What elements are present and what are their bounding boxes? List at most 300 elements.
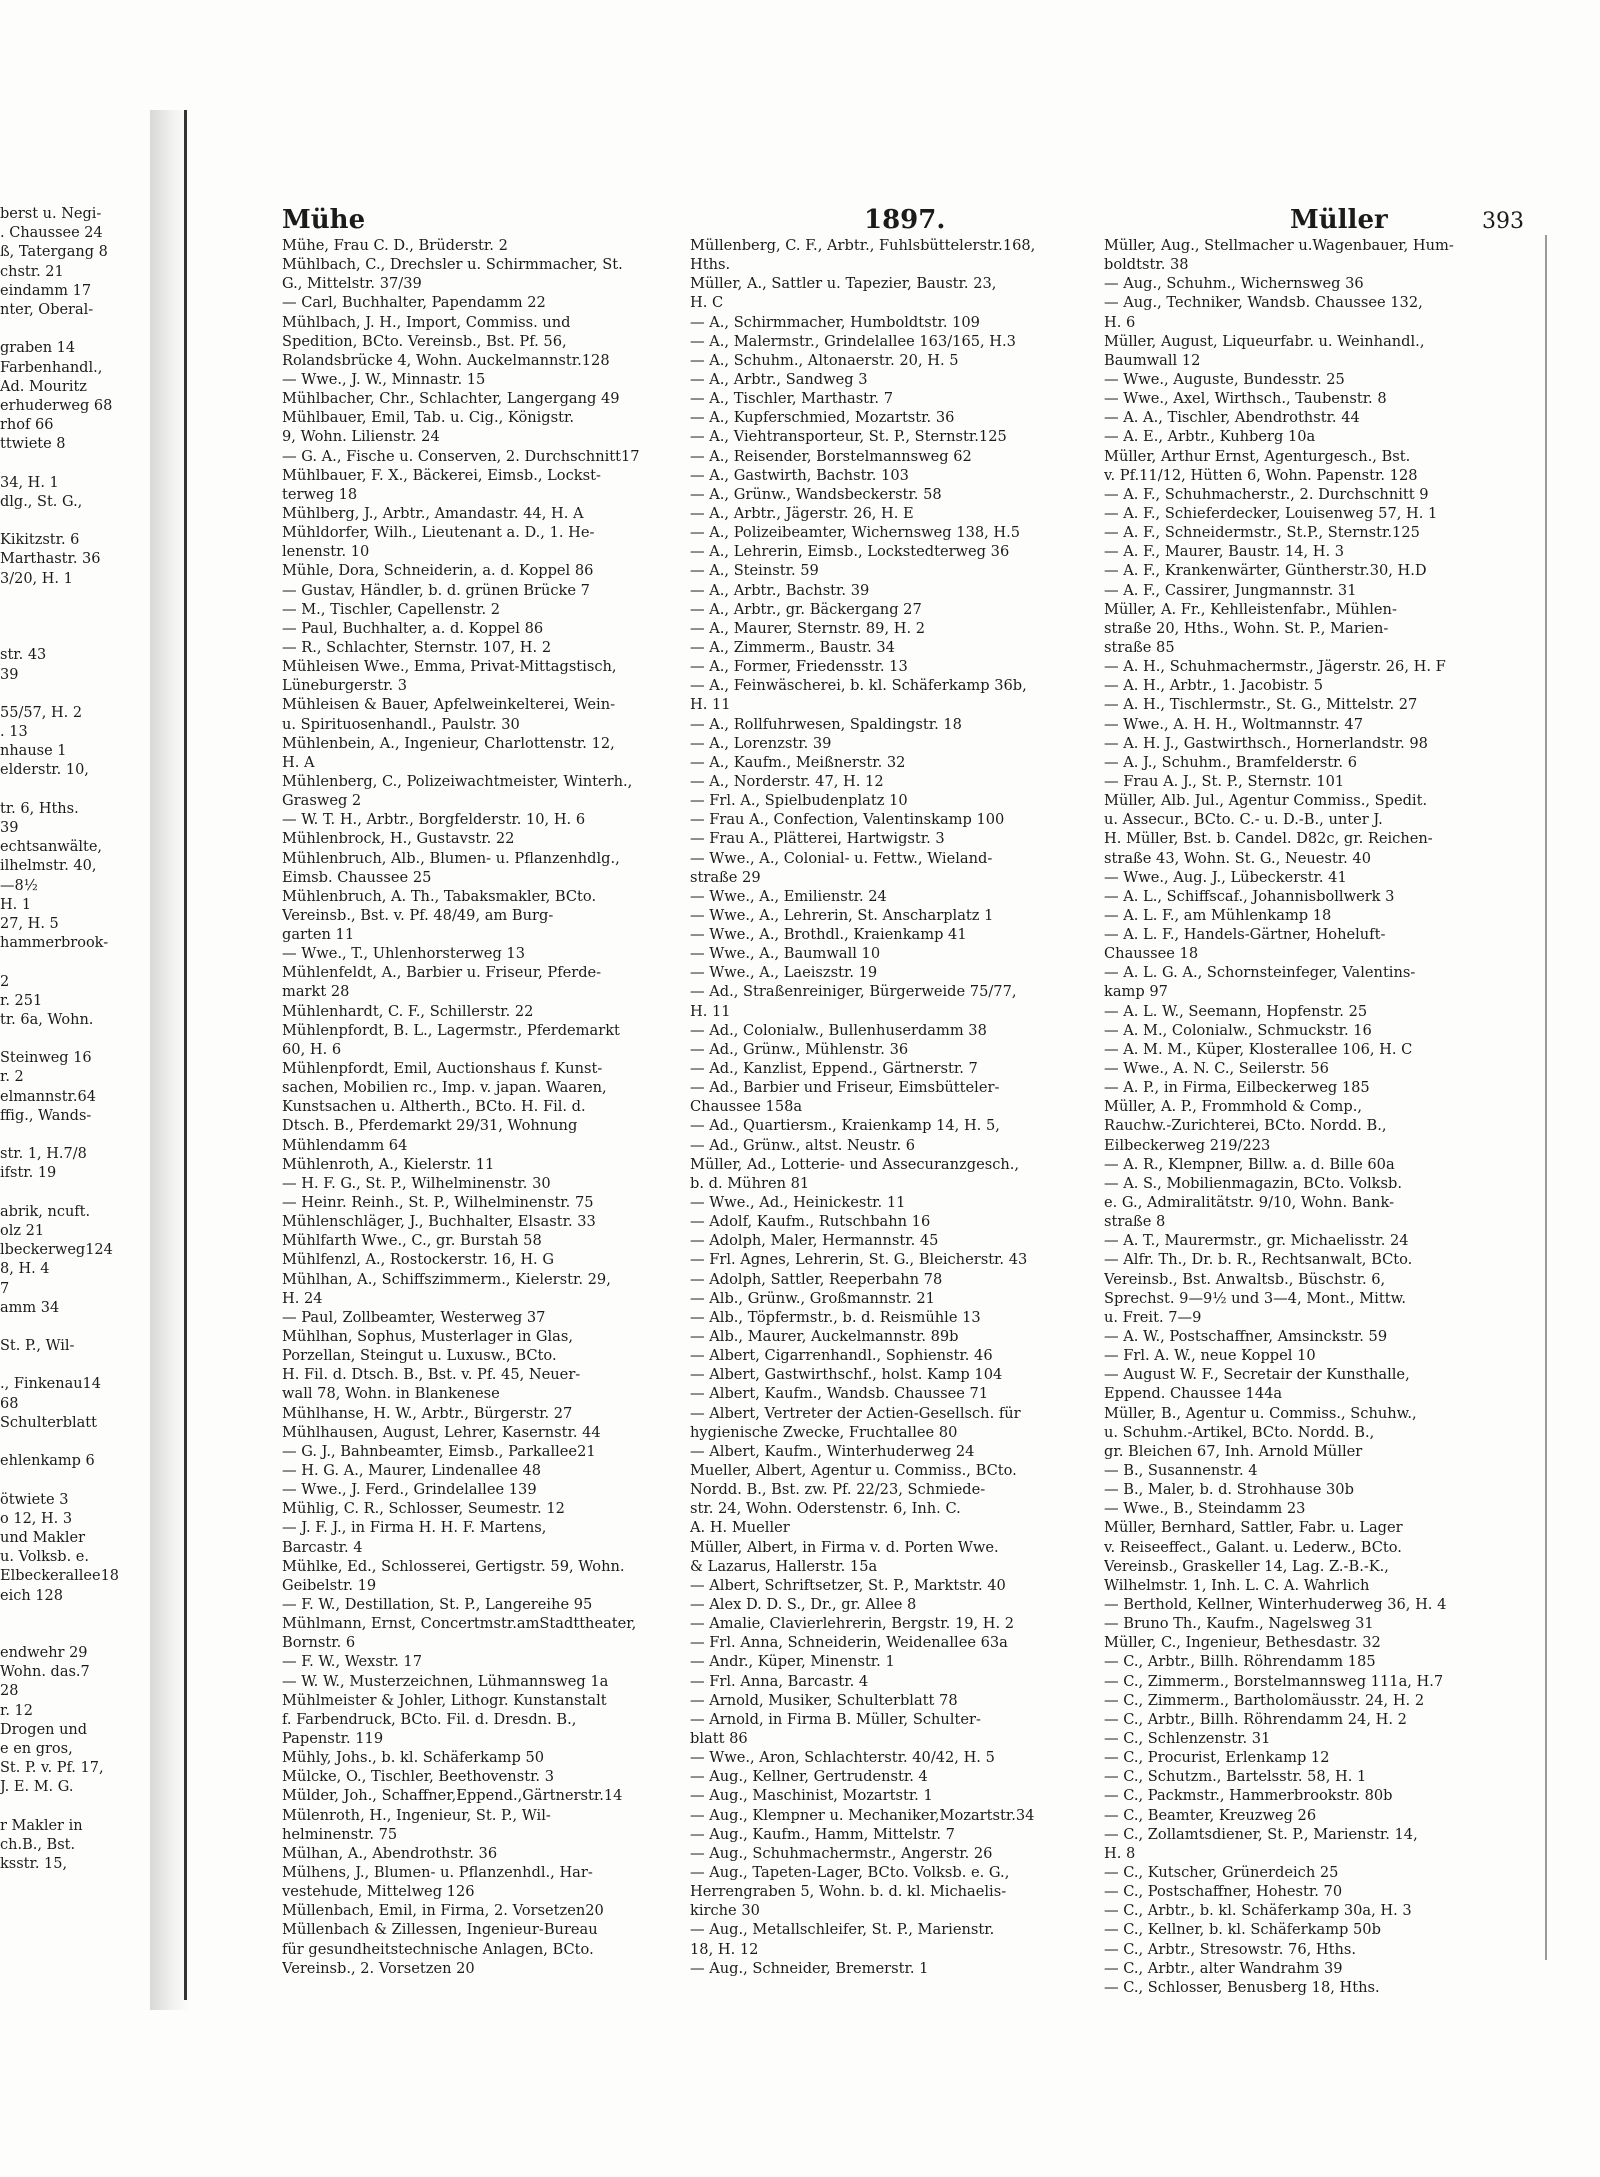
previous-page-line: ß, Tatergang 8	[0, 244, 108, 261]
directory-entry-line: Mühlfarth Wwe., C., gr. Burstah 58	[282, 1232, 542, 1250]
directory-entry-line: Kunstsachen u. Altherth., BCto. H. Fil. d.	[282, 1098, 586, 1116]
directory-entry-line: — Alb., Grünw., Großmannstr. 21	[690, 1289, 935, 1307]
directory-entry-line: Porzellan, Steingut u. Luxusw., BCto.	[282, 1347, 557, 1365]
directory-entry-line: — Wwe., Axel, Wirthsch., Taubenstr. 8	[1104, 390, 1387, 408]
directory-entry-line: Mühlbach, C., Drechsler u. Schirmmacher, St.	[282, 256, 623, 274]
directory-entry-line: Mühlhausen, August, Lehrer, Kasernstr. 44	[282, 1423, 601, 1441]
directory-entry-line: — C., Kellner, b. kl. Schäferkamp 50b	[1104, 1921, 1381, 1939]
directory-column-2	[690, 236, 1094, 1978]
directory-entry-line: Mühlbauer, Emil, Tab. u. Cig., Königstr.	[282, 409, 575, 427]
directory-entry-line: — B., Susannenstr. 4	[1104, 1462, 1258, 1479]
directory-entry-line: — A. M., Colonialw., Schmuckstr. 16	[1104, 1021, 1372, 1039]
page-edge-line	[1545, 235, 1547, 1960]
previous-page-line: ilhelmstr. 40,	[0, 858, 97, 875]
directory-entry-line: Eilbeckerweg 219/223	[1104, 1136, 1271, 1154]
previous-page-line	[0, 1126, 150, 1145]
directory-entry-line: — Aug., Kaufm., Hamm, Mittelstr. 7	[690, 1825, 955, 1843]
previous-page-line: elmannstr.64	[0, 1088, 96, 1105]
directory-entry-line: — Ad., Kanzlist, Eppend., Gärtnerstr. 7	[690, 1060, 978, 1078]
directory-entry-line: Mülhan, A., Abendrothstr. 36	[282, 1844, 498, 1862]
directory-entry-line: — Aug., Schuhm., Wichernsweg 36	[1104, 275, 1364, 293]
directory-entry-line: — Wwe., B., Steindamm 23	[1104, 1500, 1306, 1518]
directory-entry-line: — C., Postschaffner, Hohestr. 70	[1104, 1883, 1343, 1901]
directory-entry-line: — Gustav, Händler, b. d. grünen Brücke 7	[282, 581, 590, 599]
directory-entry-line: Müller, August, Liqueurfabr. u. Weinhandl.,	[1104, 332, 1425, 350]
directory-entry-line: b. d. Mühren 81	[690, 1174, 810, 1192]
directory-entry-line: — A. S., Mobilienmagazin, BCto. Volksb.	[1104, 1174, 1402, 1192]
directory-entry-line: Vereinsb., 2. Vorsetzen 20	[282, 1959, 475, 1977]
previous-page-line: —8½	[0, 877, 38, 894]
book-gutter-line	[184, 110, 187, 2000]
directory-entry-line: garten 11	[282, 926, 355, 944]
directory-entry-line: G., Mittelstr. 37/39	[282, 275, 422, 293]
previous-page-line: ehlenkamp 6	[0, 1453, 95, 1470]
directory-entry-line: — A. L. F., am Mühlenkamp 18	[1104, 906, 1332, 924]
directory-entry-line: — A. L., Schiffscaf., Johannisbollwerk 3	[1104, 887, 1395, 905]
directory-entry-line: — Wwe., Aug. J., Lübeckerstr. 41	[1104, 868, 1347, 886]
directory-entry-line: — Wwe., A., Lehrerin, St. Anscharplatz 1	[690, 906, 994, 924]
directory-entry-line: — Frl. Anna, Schneiderin, Weidenallee 63a	[690, 1634, 1008, 1652]
directory-entry-line: Müller, Alb. Jul., Agentur Commiss., Spedit.	[1104, 792, 1428, 810]
directory-entry-line: — A., Arbtr., gr. Bäckergang 27	[690, 600, 922, 618]
directory-entry-line: Lüneburgerstr. 3	[282, 677, 408, 695]
previous-page-line: r. 251	[0, 992, 43, 1009]
directory-entry-line: — C., Zimmerm., Borstelmannsweg 111a, H.7	[1104, 1672, 1444, 1690]
previous-page-line: erhuderweg 68	[0, 397, 113, 414]
directory-entry-line: — Andr., Küper, Minenstr. 1	[690, 1653, 895, 1671]
directory-entry-line: — A., Arbtr., Bachstr. 39	[690, 581, 870, 599]
directory-entry-line: — A., Zimmerm., Baustr. 34	[690, 638, 895, 656]
directory-entry-line: Papenstr. 119	[282, 1729, 384, 1747]
previous-page-line	[0, 1471, 150, 1490]
previous-page-line: nhause 1	[0, 743, 67, 760]
directory-entry-line: — Arnold, Musiker, Schulterblatt 78	[690, 1691, 958, 1709]
directory-entry-line: 60, H. 6	[282, 1040, 342, 1058]
directory-entry-line: Dtsch. B., Pferdemarkt 29/31, Wohnung	[282, 1117, 578, 1135]
directory-entry-line: 9, Wohn. Lilienstr. 24	[282, 428, 440, 446]
directory-entry-line: A. H. Mueller	[690, 1519, 790, 1537]
directory-entry-line: — Alex D. D. S., Dr., gr. Allee 8	[690, 1595, 917, 1613]
previous-page-line: echtsanwälte,	[0, 839, 103, 856]
directory-entry-line: — Alfr. Th., Dr. b. R., Rechtsanwalt, BCto.	[1104, 1251, 1413, 1269]
directory-entry-line: Mühlenfeldt, A., Barbier u. Friseur, Pferde-	[282, 964, 602, 982]
previous-page-line: tr. 6a, Wohn.	[0, 1011, 94, 1028]
previous-page-line: str. 43	[0, 647, 47, 664]
directory-entry-line: — Frau A., Plätterei, Hartwigstr. 3	[690, 830, 945, 848]
directory-entry-line: — A. F., Schuhmacherstr., 2. Durchschnitt 9	[1104, 485, 1429, 503]
directory-column-1	[282, 236, 686, 1978]
directory-entry-line: — Ad., Quartiersm., Kraienkamp 14, H. 5,	[690, 1117, 1000, 1135]
directory-entry-line: — C., Schlosser, Benusberg 18, Hths.	[1104, 1978, 1380, 1996]
directory-entry-line: Müller, B., Agentur u. Commiss., Schuhw.,	[1104, 1404, 1417, 1422]
directory-entry-line: Müller, A. P., Frommhold & Comp.,	[1104, 1098, 1362, 1116]
directory-entry-line: — A., Maurer, Sternstr. 89, H. 2	[690, 619, 926, 637]
directory-entry-line: — Alb., Maurer, Auckelmannstr. 89b	[690, 1328, 959, 1346]
directory-entry-line: Grasweg 2	[282, 792, 362, 810]
previous-page-line: e en gros,	[0, 1741, 73, 1757]
directory-entry-line: — A., Former, Friedensstr. 13	[690, 658, 908, 676]
directory-entry-line: f. Farbendruck, BCto. Fil. d. Dresdn. B.,	[282, 1710, 577, 1728]
previous-page-line	[0, 589, 150, 608]
directory-entry-line: — Wwe., T., Uhlenhorsterweg 13	[282, 945, 525, 963]
previous-page-line: r. 12	[0, 1702, 34, 1719]
directory-entry-line: Hths.	[690, 256, 731, 274]
directory-entry-line: Mühlenbruch, A. Th., Tabaksmakler, BCto.	[282, 887, 597, 905]
directory-entry-line: Rauchw.-Zurichterei, BCto. Nordd. B.,	[1104, 1117, 1387, 1135]
previous-page-line: Schulterblatt	[0, 1414, 97, 1431]
previous-page-line: elderstr. 10,	[0, 762, 89, 779]
previous-page-line: o 12, H. 3	[0, 1510, 73, 1527]
directory-entry-line: Wilhelmstr. 1, Inh. L. C. A. Wahrlich	[1104, 1576, 1370, 1594]
directory-entry-line: Nordd. B., Bst. zw. Pf. 22/23, Schmiede-	[690, 1481, 986, 1499]
directory-entry-line: kamp 97	[1104, 983, 1168, 1001]
directory-entry-line: straße 85	[1104, 638, 1175, 656]
previous-page-line: Wohn. das.7	[0, 1664, 90, 1681]
directory-entry-line: — Aug., Schuhmachermstr., Angerstr. 26	[690, 1844, 993, 1862]
directory-entry-line: e. G., Admiralitätstr. 9/10, Wohn. Bank-	[1104, 1194, 1395, 1212]
directory-entry-line: — Wwe., A. N. C., Seilerstr. 56	[1104, 1060, 1329, 1078]
directory-entry-line: — Paul, Buchhalter, a. d. Koppel 86	[282, 619, 544, 637]
directory-entry-line: Chaussee 158a	[690, 1098, 803, 1116]
directory-entry-line: straße 8	[1104, 1213, 1166, 1231]
previous-page-line	[0, 608, 150, 627]
directory-entry-line: Vereinsb., Bst. Anwaltsb., Büschstr. 6,	[1104, 1270, 1386, 1288]
directory-entry-line: — Alb., Töpfermstr., b. d. Reismühle 13	[690, 1308, 981, 1326]
directory-entry-line: Mülenroth, H., Ingenieur, St. P., Wil-	[282, 1806, 551, 1824]
directory-entry-line: — C., Kutscher, Grünerdeich 25	[1104, 1863, 1339, 1881]
directory-entry-line: hygienische Zwecke, Fruchtallee 80	[690, 1423, 958, 1441]
directory-entry-line: — Wwe., A., Emilienstr. 24	[690, 887, 887, 905]
directory-entry-line: — A. E., Arbtr., Kuhberg 10a	[1104, 428, 1316, 446]
previous-page-line: eindamm 17	[0, 282, 92, 299]
previous-page-line: u. Volksb. e.	[0, 1549, 89, 1566]
previous-page-line: olz 21	[0, 1222, 45, 1239]
previous-page-line: Elbeckerallee18	[0, 1568, 120, 1585]
directory-entry-line: — F. W., Wexstr. 17	[282, 1653, 422, 1671]
directory-entry-line: Müllenberg, C. F., Arbtr., Fuhlsbüttelerstr.168,	[690, 237, 1036, 254]
directory-entry-line: — A. F., Krankenwärter, Güntherstr.30, H.D	[1104, 562, 1427, 580]
directory-entry-line: Mühlbacher, Chr., Schlachter, Langergang 49	[282, 390, 620, 408]
previous-page-line: 7	[0, 1280, 10, 1297]
directory-entry-line: — C., Schutzm., Bartelsstr. 58, H. 1	[1104, 1768, 1367, 1786]
directory-entry-line: helminenstr. 75	[282, 1825, 398, 1843]
directory-entry-line: straße 20, Hths., Wohn. St. P., Marien-	[1104, 619, 1389, 637]
previous-page-line: 68	[0, 1395, 19, 1412]
directory-entry-line: Mülder, Joh., Schaffner,Eppend.,Gärtnerstr.14	[282, 1787, 623, 1805]
directory-entry-line: — A., Tischler, Marthastr. 7	[690, 390, 893, 408]
directory-entry-line: wall 78, Wohn. in Blankenese	[282, 1385, 500, 1403]
directory-entry-line: u. Schuhm.-Artikel, BCto. Nordd. B.,	[1104, 1423, 1375, 1441]
previous-page-line: amm 34	[0, 1299, 60, 1316]
directory-entry-line: — A. F., Maurer, Baustr. 14, H. 3	[1104, 543, 1345, 561]
directory-entry-line: — Amalie, Clavierlehrerin, Bergstr. 19, H. 2	[690, 1615, 1015, 1633]
directory-entry-line: — C., Zollamtsdiener, St. P., Marienstr. 14,	[1104, 1825, 1418, 1843]
directory-entry-line: — A. F., Cassirer, Jungmannstr. 31	[1104, 581, 1357, 599]
directory-entry-line: — A. H. J., Gastwirthsch., Hornerlandstr. 98	[1104, 734, 1428, 752]
directory-entry-line: Bornstr. 6	[282, 1634, 356, 1652]
directory-entry-line: Müller, A., Sattler u. Tapezier, Baustr. 23,	[690, 275, 997, 293]
directory-entry-line: — Frl. Anna, Barcastr. 4	[690, 1672, 869, 1690]
directory-entry-line: — A., Grünw., Wandsbeckerstr. 58	[690, 485, 942, 503]
directory-entry-line: H. Müller, Bst. b. Candel. D82c, gr. Reichen-	[1104, 830, 1433, 848]
directory-entry-line: Mühlenberg, C., Polizeiwachtmeister, Winterh.,	[282, 772, 633, 790]
directory-entry-line: Mühlenpfordt, Emil, Auctionshaus f. Kunst-	[282, 1060, 603, 1078]
header-year: 1897.	[864, 205, 946, 235]
previous-page-line: ötwiete 3	[0, 1491, 69, 1508]
previous-page-line	[0, 1606, 150, 1625]
directory-entry-line: — Albert, Kaufm., Winterhuderweg 24	[690, 1442, 975, 1460]
directory-entry-line: — Albert, Kaufm., Wandsb. Chaussee 71	[690, 1385, 989, 1403]
previous-page-line	[0, 454, 150, 473]
directory-entry-line: — A., Lehrerin, Eimsb., Lockstedterweg 36	[690, 543, 1010, 561]
directory-entry-line: — R., Schlachter, Sternstr. 107, H. 2	[282, 638, 552, 656]
directory-entry-line: gr. Bleichen 67, Inh. Arnold Müller	[1104, 1442, 1363, 1460]
previous-page-line: ., Finkenau14	[0, 1376, 102, 1393]
previous-page-line: ttwiete 8	[0, 436, 66, 453]
directory-entry-line: 18, H. 12	[690, 1940, 759, 1958]
directory-entry-line: H. 8	[1104, 1844, 1136, 1862]
directory-entry-line: — A. L. G. A., Schornsteinfeger, Valentins-	[1104, 964, 1416, 982]
directory-entry-line: — August W. F., Secretair der Kunsthalle,	[1104, 1366, 1410, 1384]
directory-entry-line: — Adolf, Kaufm., Rutschbahn 16	[690, 1213, 931, 1231]
previous-page-line: ch.B., Bst.	[0, 1836, 76, 1853]
directory-entry-line: Müller, Aug., Stellmacher u.Wagenbauer, Hum-	[1104, 237, 1454, 254]
directory-entry-line: — A., Schirmmacher, Humboldtstr. 109	[690, 313, 980, 331]
previous-page-line	[0, 627, 150, 646]
directory-entry-line: markt 28	[282, 983, 350, 1001]
directory-entry-line: — A., Gastwirth, Bachstr. 103	[690, 466, 909, 484]
previous-page-line: und Makler	[0, 1529, 85, 1546]
directory-entry-line: v. Reiseeffect., Galant. u. Lederw., BCto.	[1104, 1538, 1402, 1556]
directory-entry-line: Mühlberg, J., Arbtr., Amandastr. 44, H. A	[282, 504, 584, 522]
directory-entry-line: — A. M. M., Küper, Klosterallee 106, H. C	[1104, 1040, 1413, 1058]
directory-entry-line: — A., Kaufm., Meißnerstr. 32	[690, 753, 906, 771]
previous-page-line: ffig., Wands-	[0, 1107, 92, 1124]
previous-page-line: ksstr. 15,	[0, 1856, 68, 1873]
directory-entry-line: — G. A., Fische u. Conserven, 2. Durchschnitt17	[282, 447, 640, 465]
directory-entry-line: — A., Rollfuhrwesen, Spaldingstr. 18	[690, 715, 962, 733]
directory-entry-line: H. C	[690, 294, 724, 312]
directory-entry-line: blatt 86	[690, 1729, 748, 1747]
previous-page-line: str. 1, H.7/8	[0, 1146, 87, 1163]
previous-page-line: abrik, ncuft.	[0, 1203, 91, 1220]
directory-entry-line: — A. H., Schuhmachermstr., Jägerstr. 26, H. F	[1104, 658, 1446, 676]
directory-entry-line: v. Pf.11/12, Hütten 6, Wohn. Papenstr. 128	[1104, 466, 1418, 484]
previous-page-line: Farbenhandl.,	[0, 359, 103, 376]
directory-entry-line: — A. J., Schuhm., Bramfelderstr. 6	[1104, 753, 1357, 771]
directory-entry-line: — G. J., Bahnbeamter, Eimsb., Parkallee21	[282, 1442, 596, 1460]
directory-entry-line: — A. F., Schieferdecker, Louisenweg 57, H. 1	[1104, 504, 1438, 522]
directory-entry-line: Vereinsb., Graskeller 14, Lag. Z.-B.-K.,	[1104, 1557, 1389, 1575]
directory-entry-line: — Albert, Gastwirthschf., holst. Kamp 104	[690, 1366, 1003, 1384]
directory-entry-line: Müllenbach & Zillessen, Ingenieur-Bureau	[282, 1921, 598, 1939]
directory-entry-line: Mühlenroth, A., Kielerstr. 11	[282, 1155, 495, 1173]
directory-entry-line: kirche 30	[690, 1902, 760, 1920]
directory-entry-line: Mülcke, O., Tischler, Beethovenstr. 3	[282, 1768, 554, 1786]
directory-entry-line: straße 43, Wohn. St. G., Neuestr. 40	[1104, 849, 1371, 867]
previous-page-line: Marthastr. 36	[0, 551, 101, 568]
directory-entry-line: Eppend. Chaussee 144a	[1104, 1385, 1283, 1403]
directory-entry-line: Mühleisen Wwe., Emma, Privat-Mittagstisch,	[282, 658, 617, 676]
directory-entry-line: — A. T., Maurermstr., gr. Michaelisstr. 24	[1104, 1232, 1409, 1250]
directory-entry-line: — A. H., Tischlermstr., St. G., Mittelstr. 27	[1104, 696, 1418, 714]
directory-entry-line: — Berthold, Kellner, Winterhuderweg 36, H. 4	[1104, 1595, 1447, 1613]
directory-entry-line: Mühlke, Ed., Schlosserei, Gertigstr. 59, Wohn.	[282, 1557, 625, 1575]
previous-page-line: dlg., St. G.,	[0, 493, 83, 510]
directory-entry-line: — A. P., in Firma, Eilbeckerweg 185	[1104, 1079, 1370, 1097]
directory-entry-line: Mühlhan, Sophus, Musterlager in Glas,	[282, 1328, 574, 1346]
directory-entry-line: Vereinsb., Bst. v. Pf. 48/49, am Burg-	[282, 906, 554, 924]
previous-page-fragment	[0, 205, 150, 1874]
previous-page-line	[0, 320, 150, 339]
directory-entry-line: — B., Maler, b. d. Strohhause 30b	[1104, 1481, 1354, 1499]
previous-page-line: Kikitzstr. 6	[0, 532, 80, 549]
directory-entry-line: — C., Arbtr., Stresowstr. 76, Hths.	[1104, 1940, 1357, 1958]
directory-entry-line: — Ad., Grünw., Mühlenstr. 36	[690, 1040, 909, 1058]
previous-page-line: rhof 66	[0, 417, 54, 434]
directory-entry-line: — Adolph, Maler, Hermannstr. 45	[690, 1232, 939, 1250]
directory-column-3	[1104, 236, 1540, 1997]
directory-entry-line: — Wwe., A., Colonial- u. Fettw., Wieland-	[690, 849, 993, 867]
previous-page-line	[0, 1625, 150, 1644]
directory-entry-line: — A., Steinstr. 59	[690, 562, 819, 580]
previous-page-line: St. P. v. Pf. 17,	[0, 1760, 104, 1777]
directory-entry-line: Mühlbauer, F. X., Bäckerei, Eimsb., Lockst-	[282, 466, 601, 484]
directory-entry-line: — A., Feinwäscherei, b. kl. Schäferkamp 36b,	[690, 677, 1027, 695]
previous-page-line: Ad. Mouritz	[0, 378, 87, 395]
previous-page-line	[0, 781, 150, 800]
directory-entry-line: Mülhens, J., Blumen- u. Pflanzenhdl., Har-	[282, 1863, 593, 1881]
directory-entry-line: — A., Arbtr., Sandweg 3	[690, 370, 868, 388]
directory-entry-line: — Ad., Grünw., altst. Neustr. 6	[690, 1136, 916, 1154]
previous-page-line	[0, 1356, 150, 1375]
directory-entry-line: — Aug., Kellner, Gertrudenstr. 4	[690, 1768, 928, 1786]
directory-entry-line: Rolandsbrücke 4, Wohn. Auckelmannstr.128	[282, 351, 610, 369]
previous-page-line: lbeckerweg124	[0, 1242, 113, 1259]
directory-entry-line: Chaussee 18	[1104, 945, 1199, 963]
directory-entry-line: H. 6	[1104, 313, 1136, 331]
directory-entry-line: straße 29	[690, 868, 761, 886]
directory-entry-line: Mühlig, C. R., Schlosser, Seumestr. 12	[282, 1500, 565, 1518]
directory-entry-line: — Carl, Buchhalter, Papendamm 22	[282, 294, 546, 312]
previous-page-line: endwehr 29	[0, 1645, 88, 1662]
directory-entry-line: — C., Arbtr., Billh. Röhrendamm 185	[1104, 1653, 1376, 1671]
directory-entry-line: — A., Kupferschmied, Mozartstr. 36	[690, 409, 955, 427]
previous-page-line: . 13	[0, 724, 28, 741]
directory-entry-line: u. Spirituosenhandl., Paulstr. 30	[282, 715, 520, 733]
previous-page-line: berst u. Negi-	[0, 206, 102, 222]
directory-entry-line: — F. W., Destillation, St. P., Langereihe 95	[282, 1595, 593, 1613]
directory-entry-line: Mühlenbruch, Alb., Blumen- u. Pflanzenhdlg.,	[282, 849, 620, 867]
directory-entry-line: Mühlenbein, A., Ingenieur, Charlottenstr. 12,	[282, 734, 615, 752]
directory-entry-line: — Aug., Klempner u. Mechaniker,Mozartstr.34	[690, 1806, 1035, 1824]
previous-page-line: J. E. M. G.	[0, 1779, 74, 1796]
directory-entry-line: — Wwe., A., Laeiszstr. 19	[690, 964, 878, 982]
directory-entry-line: Eimsb. Chaussee 25	[282, 868, 432, 886]
directory-entry-line: Mühlenbrock, H., Gustavstr. 22	[282, 830, 515, 848]
directory-entry-line: — Albert, Vertreter der Actien-Gesellsch. für	[690, 1404, 1021, 1422]
directory-entry-line: — A., Reisender, Borstelmannsweg 62	[690, 447, 972, 465]
previous-page-line	[0, 1184, 150, 1203]
directory-entry-line: H. 11	[690, 696, 731, 714]
previous-page-line: 3/20, H. 1	[0, 570, 73, 587]
directory-entry-line: — C., Packmstr., Hammerbrookstr. 80b	[1104, 1787, 1393, 1805]
directory-entry-line: — Ad., Straßenreiniger, Bürgerweide 75/77,	[690, 983, 1017, 1001]
previous-page-line	[0, 1318, 150, 1337]
directory-entry-line: — Aug., Schneider, Bremerstr. 1	[690, 1959, 929, 1977]
previous-page-line: H. 1	[0, 896, 32, 913]
directory-entry-line: H. 11	[690, 1002, 731, 1020]
directory-entry-line: — Wwe., Auguste, Bundesstr. 25	[1104, 370, 1345, 388]
directory-entry-line: — C., Beamter, Kreuzweg 26	[1104, 1806, 1317, 1824]
header-left-keyword: Mühe	[282, 205, 366, 235]
directory-entry-line: — A. H., Arbtr., 1. Jacobistr. 5	[1104, 677, 1324, 695]
directory-entry-line: — Albert, Schriftsetzer, St. P., Marktstr. 40	[690, 1576, 1006, 1594]
directory-entry-line: Baumwall 12	[1104, 351, 1201, 369]
previous-page-line: hammerbrook-	[0, 935, 109, 952]
previous-page-line: 55/57, H. 2	[0, 704, 83, 721]
directory-entry-line: str. 24, Wohn. Oderstenstr. 6, Inh. C.	[690, 1500, 961, 1518]
directory-entry-line: — A. L. F., Handels-Gärtner, Hoheluft-	[1104, 926, 1386, 944]
previous-page-line: tr. 6, Hths.	[0, 800, 79, 817]
directory-entry-line: u. Freit. 7—9	[1104, 1308, 1202, 1326]
directory-entry-line: — A., Viehtransporteur, St. P., Sternstr.125	[690, 428, 1007, 446]
directory-entry-line: — Wwe., A., Brothdl., Kraienkamp 41	[690, 926, 967, 944]
directory-entry-line: H. Fil. d. Dtsch. B., Bst. v. Pf. 45, Neuer-	[282, 1366, 581, 1384]
directory-entry-line: — Ad., Colonialw., Bullenhuserdamm 38	[690, 1021, 987, 1039]
directory-entry-line: — H. F. G., St. P., Wilhelminenstr. 30	[282, 1174, 551, 1192]
previous-page-line: r Makler in	[0, 1817, 83, 1834]
directory-entry-line: — Wwe., Ad., Heinickestr. 11	[690, 1194, 906, 1212]
previous-page-line	[0, 1030, 150, 1049]
directory-entry-line: Herrengraben 5, Wohn. b. d. kl. Michaelis-	[690, 1883, 1007, 1901]
directory-entry-line: — C., Procurist, Erlenkamp 12	[1104, 1749, 1330, 1767]
directory-entry-line: — C., Arbtr., Billh. Röhrendamm 24, H. 2	[1104, 1710, 1407, 1728]
directory-entry-line: — A., Schuhm., Altonaerstr. 20, H. 5	[690, 351, 959, 369]
directory-entry-line: — A. F., Schneidermstr., St.P., Sternstr.125	[1104, 524, 1420, 542]
directory-entry-line: — H. G. A., Maurer, Lindenallee 48	[282, 1462, 542, 1479]
directory-entry-line: Mühlhanse, H. W., Arbtr., Bürgerstr. 27	[282, 1404, 573, 1422]
directory-entry-line: — C., Arbtr., b. kl. Schäferkamp 30a, H. 3	[1104, 1902, 1412, 1920]
directory-entry-line: H. A	[282, 753, 315, 771]
previous-page-line: 8, H. 4	[0, 1261, 50, 1278]
directory-entry-line: terweg 18	[282, 485, 358, 503]
directory-entry-line: — Frl. A. W., neue Koppel 10	[1104, 1347, 1316, 1365]
header-right-keyword: Müller	[1290, 205, 1388, 235]
directory-entry-line: Müller, C., Ingenieur, Bethesdastr. 32	[1104, 1634, 1381, 1652]
directory-entry-line: — Aug., Tapeten-Lager, BCto. Volksb. e. G.,	[690, 1863, 1010, 1881]
previous-page-line	[0, 953, 150, 972]
directory-entry-line: — Wwe., J. W., Minnastr. 15	[282, 370, 486, 388]
directory-entry-line: für gesundheitstechnische Anlagen, BCto.	[282, 1940, 594, 1958]
directory-entry-line: — Frl. Agnes, Lehrerin, St. G., Bleicherstr. 43	[690, 1251, 1028, 1269]
directory-entry-line: Mühle, Dora, Schneiderin, a. d. Koppel 86	[282, 562, 594, 580]
directory-entry-line: — M., Tischler, Capellenstr. 2	[282, 600, 501, 618]
directory-entry-line: — Frl. A., Spielbudenplatz 10	[690, 792, 908, 810]
previous-page-line: nter, Oberal-	[0, 301, 94, 318]
previous-page-line: St. P., Wil-	[0, 1338, 75, 1355]
directory-entry-line: — A., Polizeibeamter, Wichernsweg 138, H.5	[690, 524, 1021, 542]
directory-entry-line: Müllenbach, Emil, in Firma, 2. Vorsetzen20	[282, 1902, 604, 1920]
directory-entry-line: Mühlenpfordt, B. L., Lagermstr., Pferdemarkt	[282, 1021, 620, 1039]
directory-entry-line: Müller, Albert, in Firma v. d. Porten Wwe.	[690, 1538, 999, 1556]
directory-entry-line: — Frau A. J., St. P., Sternstr. 101	[1104, 772, 1345, 790]
directory-entry-line: vestehude, Mittelweg 126	[282, 1883, 475, 1901]
directory-entry-line: — Ad., Barbier und Friseur, Eimsbütteler-	[690, 1079, 1000, 1097]
directory-entry-line: Spedition, BCto. Vereinsb., Bst. Pf. 56,	[282, 332, 567, 350]
directory-entry-line: — Adolph, Sattler, Reeperbahn 78	[690, 1270, 943, 1288]
directory-entry-line: — Frau A., Confection, Valentinskamp 100	[690, 811, 1005, 829]
